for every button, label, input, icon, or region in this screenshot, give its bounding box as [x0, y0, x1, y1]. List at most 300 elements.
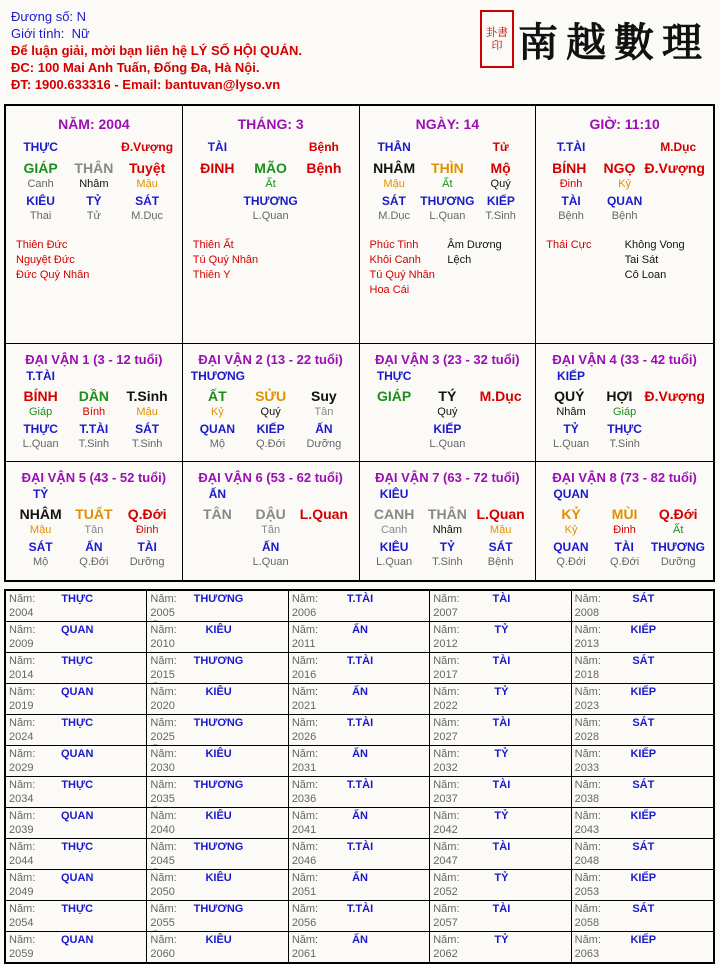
hidden-stem: Ất — [265, 178, 276, 190]
life-stage-line — [544, 210, 705, 226]
life-stage — [297, 210, 350, 226]
stem-branch: DẬU — [255, 506, 286, 522]
stars-column — [546, 238, 624, 283]
year-row — [6, 653, 713, 684]
year-line-2 — [575, 930, 710, 931]
year-label: Năm: 2054 — [9, 903, 36, 929]
year-life-stage — [237, 899, 285, 900]
year-line-2 — [433, 713, 567, 714]
life-stage: Mộ — [32, 556, 49, 568]
spacer — [95, 685, 143, 713]
life-stage: Q.Đới — [256, 438, 286, 450]
spacer — [378, 623, 426, 651]
year-cell — [6, 839, 147, 869]
hidden-stem: Kỷ — [564, 524, 578, 536]
spacer — [520, 902, 568, 930]
hidden-ten-god: TỶ — [86, 194, 102, 208]
year-line-2 — [575, 651, 710, 652]
year-cell — [430, 870, 571, 900]
year-life-stage — [237, 806, 285, 807]
star-name: Cô Loan — [624, 269, 667, 281]
year-stem — [9, 930, 59, 931]
year-stem — [9, 713, 59, 714]
pillar-title: NGÀY: 14 — [415, 116, 480, 132]
year-ten-god: THƯƠNG — [193, 841, 244, 853]
year-stem — [575, 961, 625, 962]
year-label: Năm: 2037 — [433, 779, 460, 805]
year-stem — [9, 682, 59, 683]
year-stem — [292, 620, 342, 621]
year-life-stage — [662, 868, 710, 869]
star-name: Tai Sát — [624, 254, 659, 266]
stem-branch: Tuyệt — [128, 160, 166, 176]
life-stage: L.Quan — [22, 438, 59, 450]
life-stage: Bệnh — [611, 210, 638, 222]
year-ten-god: QUAN — [61, 872, 94, 884]
year-label: Năm: 2015 — [150, 655, 177, 681]
life-stage: Dưỡng — [129, 556, 165, 568]
ten-god-stem — [598, 140, 652, 156]
year-ten-god: KIẾP — [630, 748, 657, 760]
ten-god-stem — [474, 369, 527, 385]
hidden-stem: Kỷ — [210, 406, 224, 418]
dai-van-title: ĐẠI VẬN 1 (3 - 12 tuổi) — [25, 352, 163, 367]
year-line-1 — [150, 902, 284, 930]
year-life-stage — [95, 930, 143, 931]
spacer — [662, 747, 710, 775]
year-line-2 — [575, 837, 710, 838]
spacer — [378, 592, 426, 620]
year-line-1 — [292, 902, 426, 930]
life-stage-line — [368, 438, 528, 454]
ten-god-stem — [651, 487, 705, 503]
year-line-1 — [9, 623, 143, 651]
year-line-2 — [150, 961, 284, 962]
hidden-ten-god-line — [544, 540, 705, 556]
year-line-1 — [150, 685, 284, 713]
year-life-stage — [237, 868, 285, 869]
hidden-stem: Canh — [380, 524, 408, 536]
year-line-1 — [292, 685, 426, 713]
year-ten-god: KIẾP — [630, 872, 657, 884]
life-stage-line — [544, 556, 705, 572]
year-line-2 — [150, 744, 284, 745]
year-row — [6, 715, 713, 746]
year-branch — [59, 837, 95, 838]
ten-god-stem: Tử — [492, 140, 509, 154]
year-ten-god: TÀI — [492, 779, 511, 791]
year-label: Năm: 2063 — [574, 934, 601, 960]
year-line-2 — [292, 837, 426, 838]
dai-van-row-2 — [6, 462, 713, 580]
life-stage-line — [191, 556, 351, 572]
spacer — [378, 809, 426, 837]
year-branch — [483, 651, 519, 652]
hidden-ten-god — [297, 540, 350, 556]
year-cell — [6, 932, 147, 962]
year-cell — [430, 684, 571, 714]
year-branch — [59, 682, 95, 683]
year-line-1 — [292, 840, 426, 868]
year-cell — [6, 622, 147, 652]
year-cell — [6, 808, 147, 838]
year-stem — [150, 961, 200, 962]
ten-god-stem: THỰC — [23, 140, 58, 154]
pillar-cell — [6, 106, 183, 344]
year-cell — [147, 932, 288, 962]
year-life-stage — [662, 806, 710, 807]
year-line-2 — [575, 775, 710, 776]
year-cell — [572, 839, 713, 869]
year-cell — [289, 715, 430, 745]
stem-branch: NGỌ — [603, 160, 636, 176]
year-line-1 — [433, 778, 567, 806]
year-label: Năm: 2055 — [150, 903, 177, 929]
year-stem — [292, 806, 342, 807]
year-label: Năm: 2031 — [291, 748, 319, 774]
year-label: Năm: 2010 — [150, 624, 177, 650]
spacer — [95, 778, 143, 806]
year-line-1 — [292, 933, 426, 961]
year-stem — [292, 713, 342, 714]
life-stage: Q.Đới — [79, 556, 109, 568]
year-branch — [483, 682, 519, 683]
year-life-stage — [520, 837, 568, 838]
hidden-stem-line — [14, 178, 174, 194]
ten-god-stem-line — [191, 140, 351, 156]
hidden-ten-god-line — [191, 540, 351, 556]
year-ten-god: QUAN — [61, 934, 94, 946]
hidden-ten-god: SÁT — [488, 540, 513, 554]
year-ten-god: T.TÀI — [346, 841, 374, 853]
year-label: Năm: 2062 — [433, 934, 460, 960]
year-line-1 — [433, 871, 567, 899]
year-line-1 — [433, 933, 567, 961]
hidden-ten-god — [651, 194, 705, 210]
year-ten-god: SÁT — [632, 717, 655, 729]
year-branch — [200, 651, 236, 652]
year-line-2 — [150, 682, 284, 683]
year-cell — [430, 653, 571, 683]
annual-luck-table — [4, 589, 715, 964]
life-stage-line — [14, 210, 174, 226]
hidden-ten-god — [298, 194, 351, 210]
pillars-row — [6, 106, 713, 344]
year-line-2 — [9, 620, 143, 621]
year-branch — [200, 713, 236, 714]
year-cell — [147, 839, 288, 869]
year-cell — [6, 591, 147, 621]
year-stem — [433, 930, 483, 931]
year-life-stage — [95, 775, 143, 776]
chart-grid — [4, 104, 715, 582]
year-life-stage — [520, 744, 568, 745]
year-ten-god: KIẾP — [630, 624, 657, 636]
year-stem — [150, 806, 200, 807]
hidden-ten-god: ẤN — [85, 540, 103, 554]
life-stage — [651, 438, 705, 454]
life-stage: Bệnh — [558, 210, 584, 222]
year-line-2 — [292, 620, 426, 621]
stars-block — [193, 238, 349, 283]
spacer — [243, 592, 285, 620]
year-life-stage — [237, 651, 285, 652]
year-ten-god: SÁT — [632, 841, 655, 853]
hidden-stem: Kỷ — [618, 178, 632, 190]
year-label: Năm: 2026 — [291, 717, 319, 743]
stem-branch: Q.Đới — [127, 506, 167, 522]
year-branch — [342, 961, 378, 962]
hidden-ten-god: SÁT — [381, 194, 406, 208]
year-branch — [59, 806, 95, 807]
hidden-ten-god: T.TÀI — [79, 422, 109, 436]
year-ten-god: QUAN — [61, 748, 94, 760]
stem-branch: M.Dục — [479, 388, 522, 404]
dai-van-title: ĐẠI VẬN 8 (73 - 82 tuổi) — [552, 470, 697, 485]
year-life-stage — [237, 930, 285, 931]
year-line-2 — [9, 806, 143, 807]
hidden-stem: Quý — [260, 406, 281, 418]
year-label: Năm: 2035 — [150, 779, 177, 805]
year-cell — [430, 715, 571, 745]
stem-branch-line — [191, 160, 351, 176]
ten-god-stem — [598, 487, 652, 503]
ten-god-stem: THƯƠNG — [190, 369, 245, 383]
spacer — [243, 716, 285, 744]
year-ten-god: TÀI — [492, 903, 511, 915]
dai-van-title: ĐẠI VẬN 4 (33 - 42 tuổi) — [552, 352, 697, 367]
year-ten-god: KIÊU — [205, 934, 232, 946]
year-line-1 — [9, 592, 143, 620]
ten-god-stem — [474, 487, 527, 503]
year-label: Năm: 2028 — [574, 717, 601, 743]
hidden-ten-god — [191, 194, 244, 210]
year-line-1 — [292, 809, 426, 837]
year-line-1 — [433, 716, 567, 744]
year-label: Năm: 2008 — [574, 593, 601, 619]
year-line-1 — [292, 592, 426, 620]
year-line-1 — [9, 778, 143, 806]
year-label: Năm: 2017 — [433, 655, 460, 681]
year-ten-god: T.TÀI — [346, 655, 374, 667]
year-label: Năm: 2060 — [150, 934, 177, 960]
year-line-1 — [150, 871, 284, 899]
hidden-ten-god — [651, 422, 705, 438]
year-line-1 — [150, 809, 284, 837]
year-cell — [572, 870, 713, 900]
life-stage: L.Quan — [252, 556, 289, 568]
year-cell — [6, 684, 147, 714]
year-label: Năm: 2030 — [150, 748, 177, 774]
hidden-stem — [191, 178, 244, 194]
life-stage: L.Quan — [252, 210, 289, 222]
year-stem — [433, 837, 483, 838]
hidden-stem — [651, 178, 705, 194]
year-stem — [292, 930, 342, 931]
hidden-ten-god — [474, 422, 527, 438]
year-branch — [625, 775, 662, 776]
dai-van-cell — [183, 344, 360, 462]
year-ten-god: QUAN — [61, 686, 94, 698]
hidden-ten-god: ẤN — [315, 422, 333, 436]
hidden-stem: Đinh — [559, 178, 583, 190]
pillar-cell — [183, 106, 360, 344]
year-life-stage — [378, 775, 426, 776]
year-line-1 — [150, 623, 284, 651]
spacer — [520, 716, 568, 744]
year-line-2 — [575, 620, 710, 621]
year-label: Năm: 2034 — [9, 779, 36, 805]
year-line-2 — [575, 806, 710, 807]
spacer — [520, 685, 568, 713]
year-ten-god: KIẾP — [630, 934, 657, 946]
year-stem — [150, 899, 200, 900]
year-label: Năm: 2016 — [291, 655, 319, 681]
year-line-1 — [575, 716, 710, 744]
hidden-stem — [191, 524, 244, 540]
ten-god-stem-line — [544, 487, 705, 503]
dai-van-title: ĐẠI VẬN 2 (13 - 22 tuổi) — [198, 352, 343, 367]
ten-god-stem: Bệnh — [308, 140, 339, 154]
hidden-stem-line — [544, 406, 705, 422]
year-life-stage — [662, 744, 710, 745]
year-life-stage — [520, 868, 568, 869]
life-stage — [191, 210, 244, 226]
stem-branch-line — [368, 388, 528, 404]
life-stage — [191, 556, 244, 572]
life-stage: Bệnh — [487, 556, 514, 568]
year-branch — [200, 682, 236, 683]
year-branch — [200, 744, 236, 745]
year-branch — [483, 806, 519, 807]
life-stage: Q.Đới — [556, 556, 586, 568]
ten-god-stem — [244, 140, 297, 156]
year-label: Năm: 2027 — [433, 717, 460, 743]
year-line-2 — [575, 744, 710, 745]
spacer — [378, 716, 426, 744]
year-life-stage — [95, 868, 143, 869]
hidden-ten-god: QUAN — [553, 540, 589, 554]
ten-god-stem-line — [191, 487, 351, 503]
year-stem — [9, 806, 59, 807]
life-stage: L.Quan — [552, 438, 590, 450]
stem-branch: KỶ — [561, 506, 581, 522]
life-stage: T.Sinh — [78, 438, 110, 450]
year-branch — [625, 961, 662, 962]
year-label: Năm: 2053 — [574, 872, 601, 898]
year-cell — [147, 591, 288, 621]
year-cell — [572, 715, 713, 745]
year-life-stage — [520, 713, 568, 714]
hidden-ten-god: QUAN — [199, 422, 236, 436]
year-label: Năm: 2052 — [433, 872, 460, 898]
hidden-stem: Mậu — [136, 178, 158, 190]
stem-branch-line — [368, 160, 528, 176]
stem-branch-line — [544, 506, 705, 522]
year-line-2 — [150, 837, 284, 838]
dai-van-cell — [360, 462, 537, 580]
year-line-2 — [9, 775, 143, 776]
year-stem — [9, 775, 59, 776]
year-branch — [59, 620, 95, 621]
ten-god-stem-line — [544, 369, 705, 385]
star-name: Đức Quý Nhân — [16, 269, 90, 281]
year-label: Năm: 2023 — [574, 686, 601, 712]
stars-column — [193, 238, 271, 283]
year-stem — [575, 837, 625, 838]
year-line-1 — [9, 716, 143, 744]
stem-branch-line — [191, 506, 351, 522]
life-stage: M.Dục — [378, 210, 411, 222]
year-life-stage — [95, 837, 143, 838]
year-life-stage — [520, 899, 568, 900]
year-line-2 — [150, 651, 284, 652]
year-cell — [289, 684, 430, 714]
hidden-ten-god: TỶ — [563, 422, 579, 436]
year-label: Năm: 2059 — [9, 934, 36, 960]
year-label: Năm: 2047 — [433, 841, 460, 867]
year-label: Năm: 2019 — [9, 686, 36, 712]
hidden-stem: Tân — [84, 524, 104, 536]
year-label: Năm: 2029 — [9, 748, 36, 774]
year-life-stage — [237, 620, 285, 621]
year-line-1 — [9, 871, 143, 899]
spacer — [95, 902, 143, 930]
year-cell — [289, 653, 430, 683]
year-life-stage — [662, 713, 710, 714]
spacer — [378, 840, 426, 868]
year-cell — [572, 684, 713, 714]
year-line-1 — [9, 840, 143, 868]
year-label: Năm: 2018 — [574, 655, 601, 681]
year-life-stage — [662, 775, 710, 776]
year-stem — [433, 775, 483, 776]
stars-block — [546, 238, 703, 283]
spacer — [237, 933, 285, 961]
year-label: Năm: 2020 — [150, 686, 177, 712]
year-cell — [6, 870, 147, 900]
year-stem — [433, 868, 483, 869]
year-stem — [292, 744, 342, 745]
ten-god-stem: KIẾP — [557, 369, 586, 383]
year-line-2 — [150, 868, 284, 869]
year-branch — [342, 930, 378, 931]
hidden-ten-god — [368, 422, 421, 438]
year-line-1 — [575, 654, 710, 682]
logo-seal: 卦書印 — [480, 10, 514, 68]
year-stem — [9, 837, 59, 838]
year-row — [6, 622, 713, 653]
year-label: Năm: 2033 — [574, 748, 601, 774]
year-branch — [59, 930, 95, 931]
life-stage: Mộ — [209, 438, 226, 450]
year-branch — [200, 775, 236, 776]
life-stage-line — [544, 438, 705, 454]
year-branch — [625, 868, 662, 869]
ten-god-stem — [651, 369, 705, 385]
year-line-1 — [9, 933, 143, 961]
life-stage: Tử — [86, 210, 101, 222]
year-ten-god: THỰC — [61, 779, 94, 791]
year-stem — [9, 868, 59, 869]
ten-god-stem — [67, 487, 120, 503]
pillar-cell — [536, 106, 713, 344]
year-life-stage — [95, 744, 143, 745]
year-label: Năm: 2025 — [150, 717, 177, 743]
star-name: Phúc Tinh — [369, 239, 419, 251]
year-ten-god: KIÊU — [205, 686, 232, 698]
year-label: Năm: 2024 — [9, 717, 36, 743]
